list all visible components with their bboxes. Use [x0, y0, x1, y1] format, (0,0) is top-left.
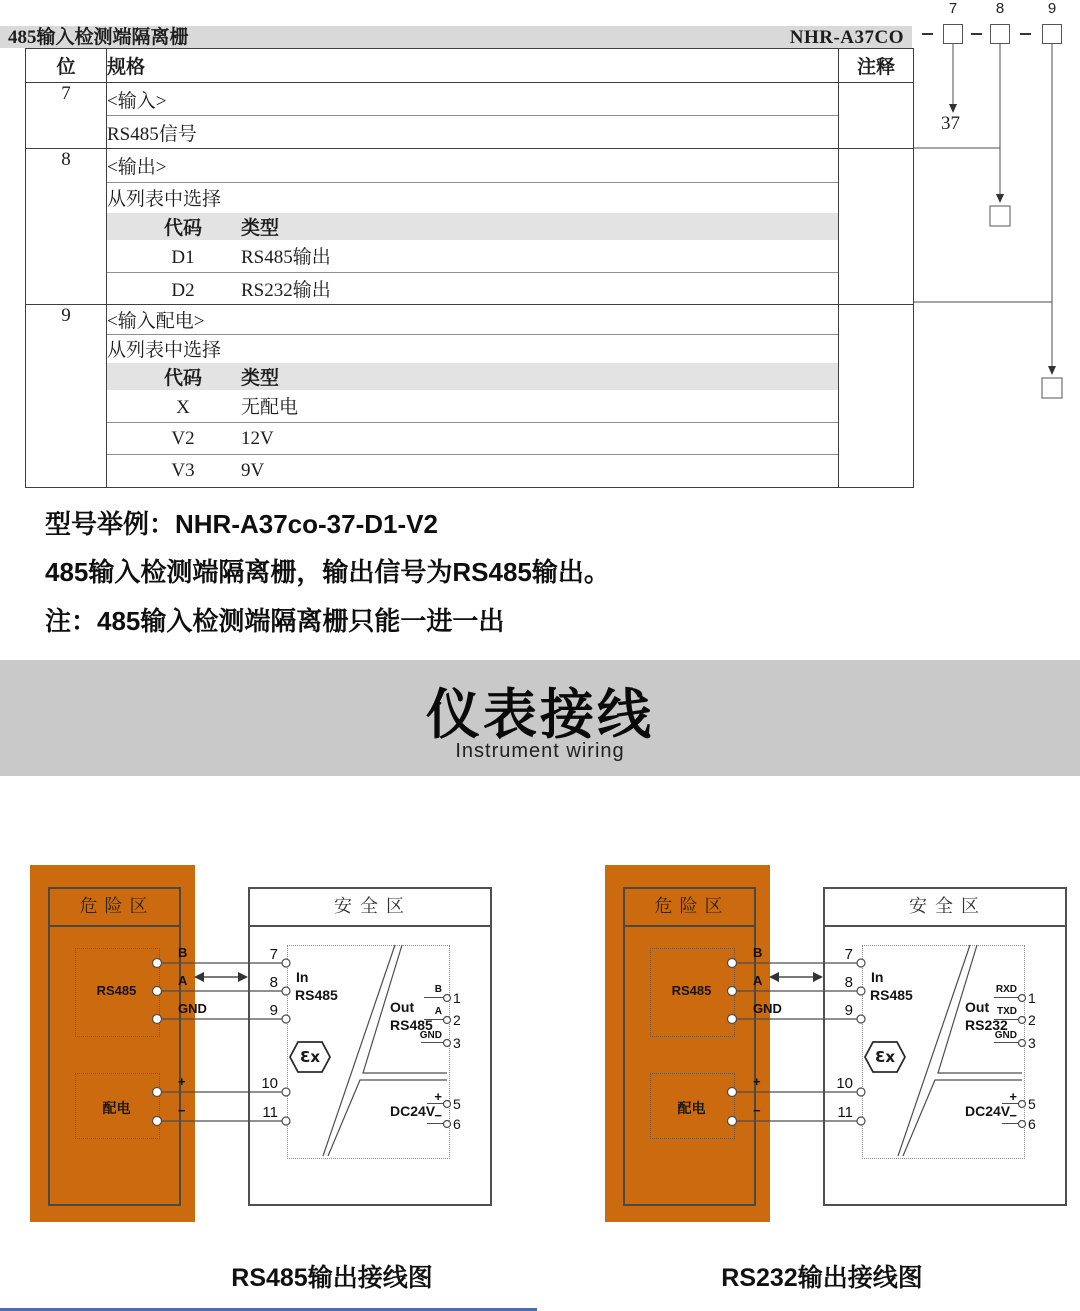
code-digit-8: 8 — [995, 0, 1005, 17]
model-description: 485输入检测端隔离栅，输出信号为RS485输出。 — [45, 557, 610, 587]
wire-label: A — [178, 973, 188, 988]
out-signal-label: RS232 — [965, 1017, 1008, 1033]
supply-terminal-label: − — [434, 1108, 442, 1123]
input-source-label: RS485 — [671, 983, 712, 998]
terminal-number: 10 — [261, 1075, 278, 1092]
code-value-37: 37 — [941, 113, 960, 134]
terminal-number: 7 — [269, 946, 278, 963]
out-terminal-number: 1 — [1028, 990, 1036, 1006]
terminal-number: 8 — [844, 974, 853, 991]
wire-label: + — [753, 1074, 761, 1089]
wiring-diagram-rs485 — [20, 860, 520, 1230]
terminal-number: 11 — [262, 1104, 278, 1121]
col-header-spec: 规格 — [107, 49, 839, 83]
terminal-number: 9 — [269, 1002, 278, 1019]
out-signal-label: RS485 — [390, 1017, 433, 1033]
table-cell-spec: 从列表中选择 — [107, 335, 839, 363]
out-terminal-number: 1 — [453, 990, 461, 1006]
supply-terminal-label: + — [434, 1089, 442, 1104]
diagram-caption-rs485: RS485输出接线图 — [231, 1264, 433, 1292]
in-signal-label: RS485 — [295, 987, 338, 1003]
wire-label: + — [178, 1074, 186, 1089]
out-terminal-label: GND — [994, 1030, 1017, 1041]
code-row: D2 RS232输出 — [107, 273, 839, 305]
hazard-zone-title: 危险区 — [48, 887, 179, 927]
code-digit-9: 9 — [1047, 0, 1057, 17]
code-digit-7: 7 — [948, 0, 958, 17]
out-terminal-label: RXD — [995, 984, 1017, 995]
page-title: 485输入检测端隔离栅 — [8, 27, 189, 48]
out-terminal-label: TXD — [997, 1006, 1017, 1017]
banner-subtitle: Instrument wiring — [455, 740, 625, 762]
model-number: NHR-A37CO — [789, 27, 904, 48]
supply-terminal-number: 6 — [1028, 1116, 1036, 1132]
hazard-zone-title: 危险区 — [623, 887, 754, 927]
note-cell — [839, 149, 914, 305]
col-header-note: 注释 — [839, 49, 914, 83]
wire-label: B — [178, 945, 188, 960]
wire-label: GND — [178, 1001, 207, 1016]
wire-label: A — [753, 973, 763, 988]
out-terminal-number: 2 — [1028, 1012, 1036, 1028]
supply-label: DC24V — [965, 1103, 1011, 1119]
safe-zone-title: 安全区 — [248, 887, 490, 927]
code-row: V3 9V — [107, 455, 839, 488]
input-source-label: RS485 — [96, 983, 137, 998]
terminal-number: 7 — [844, 946, 853, 963]
wire-label: GND — [753, 1001, 782, 1016]
safe-zone-title: 安全区 — [823, 887, 1065, 927]
code-type-header: 代码 类型 — [107, 213, 839, 240]
section-banner — [0, 660, 1080, 776]
wiring-svg — [595, 860, 1080, 1230]
power-source-label: 配电 — [102, 1100, 131, 1116]
out-terminal-number: 3 — [1028, 1035, 1036, 1051]
isolation-barrier-lines — [898, 945, 1022, 1156]
isolation-barrier-lines — [323, 945, 447, 1156]
code-type-header: 代码 类型 — [107, 363, 839, 390]
wiring-diagram-rs232 — [595, 860, 1080, 1230]
ex-mark: Ɛx — [874, 1048, 896, 1066]
code-row: V2 12V — [107, 423, 839, 455]
out-terminal-label: GND — [419, 1030, 442, 1041]
wire-label: B — [753, 945, 763, 960]
in-label: In — [871, 969, 884, 985]
supply-terminal-label: + — [1009, 1089, 1017, 1104]
model-note: 注：485输入检测端隔离栅只能一进一出 — [45, 606, 505, 636]
wiring-svg — [20, 860, 520, 1230]
col-header-pos: 位 — [26, 49, 107, 83]
supply-terminal-number: 6 — [453, 1116, 461, 1132]
table-cell-spec: 从列表中选择 — [107, 183, 839, 213]
terminal-number: 8 — [269, 974, 278, 991]
code-row: D1 RS485输出 — [171, 247, 331, 269]
diagram-caption-rs232: RS232输出接线图 — [721, 1264, 923, 1292]
out-terminal-number: 2 — [453, 1012, 461, 1028]
out-label: Out — [965, 999, 990, 1015]
code-row: X 无配电 — [176, 397, 299, 419]
in-label: In — [296, 969, 309, 985]
wire-label: − — [178, 1103, 186, 1118]
terminal-number: 9 — [844, 1002, 853, 1019]
supply-label: DC24V — [390, 1103, 436, 1119]
table-cell-spec: RS485信号 — [107, 116, 839, 149]
note-cell — [839, 83, 914, 149]
out-terminal-label: B — [434, 984, 442, 995]
pos-9: 9 — [26, 305, 107, 488]
out-terminal-label: A — [434, 1006, 442, 1017]
note-cell — [839, 305, 914, 488]
connector-lines — [913, 44, 1062, 398]
out-terminal-number: 3 — [453, 1035, 461, 1051]
table-cell-spec: <输出> — [107, 149, 839, 183]
ordering-table — [25, 48, 914, 488]
model-example: 型号举例：NHR-A37co-37-D1-V2 — [45, 509, 438, 539]
supply-terminal-number: 5 — [453, 1096, 461, 1112]
table-cell-spec: <输入> — [107, 90, 167, 112]
terminal-number: 11 — [837, 1104, 853, 1121]
supply-terminal-label: − — [1009, 1108, 1017, 1123]
banner-title: 仪表接线 — [426, 685, 654, 745]
power-source-label: 配电 — [677, 1100, 706, 1116]
in-signal-label: RS485 — [870, 987, 913, 1003]
terminal-number: 10 — [836, 1075, 853, 1092]
pos-8: 8 — [26, 149, 107, 305]
wire-label: − — [753, 1103, 761, 1118]
pos-7: 7 — [26, 83, 107, 149]
ex-mark: Ɛx — [299, 1048, 321, 1066]
out-label: Out — [390, 999, 415, 1015]
table-cell-spec: <输入配电> — [107, 305, 839, 335]
supply-terminal-number: 5 — [1028, 1096, 1036, 1112]
